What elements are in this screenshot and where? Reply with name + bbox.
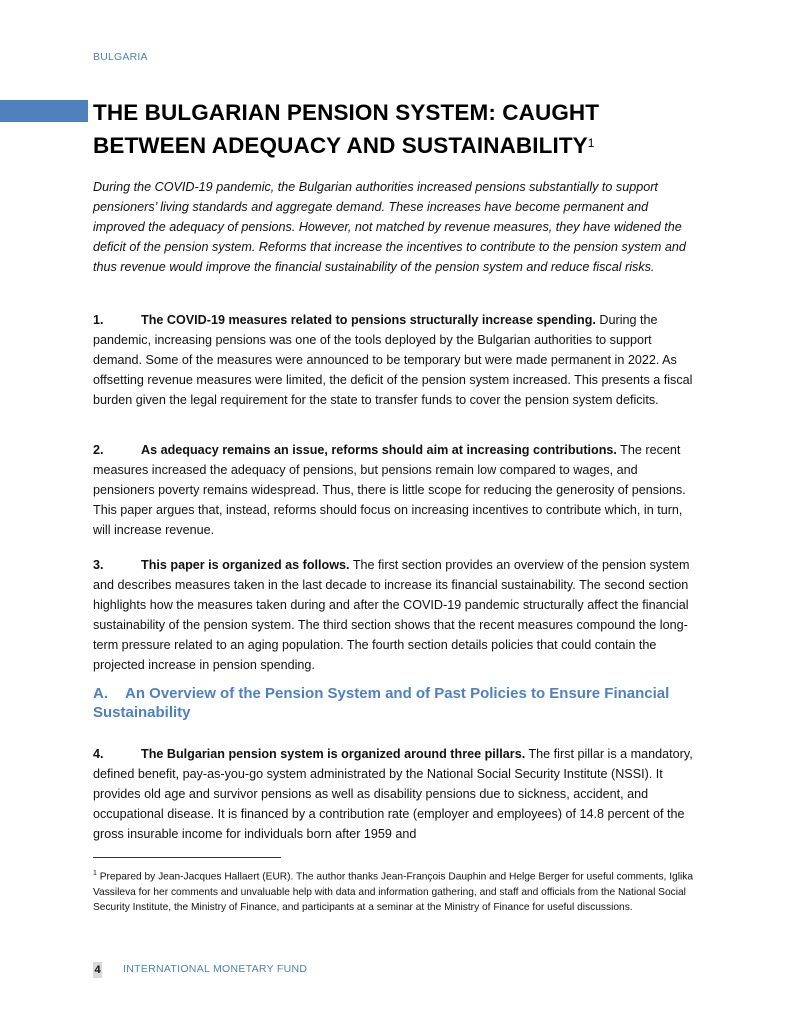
paragraph-body: During the pandemic, increasing pensions was one of the tools deployed by the Bulgarian authorities to support demand. Some of the measures were announced to be temporary but were made permanent in 2022. As offsetting revenue measures were limited, the deficit of the pension system increased. This presents a fiscal burden given the legal requirement for the state to transfer funds to cover the pension system deficits. [93,313,693,407]
running-head: BULGARIA [93,51,148,63]
page-number: 4 [94,964,101,976]
section-title: An Overview of the Pension System and of Past Policies to Ensure Financial Sustainability [93,685,670,721]
title-line-1: THE BULGARIAN PENSION SYSTEM: CAUGHT [93,100,600,125]
footer-organization: INTERNATIONAL MONETARY FUND [123,963,308,975]
section-heading [93,684,698,722]
paragraph-body: The first section provides an overview of the pension system and describes measures taken in the last decade to increase its financial sustainability. The second section highlights how the measures taken during and after the COVID-19 pandemic structurally affect the financial sustainability of the pension system. The third section shows that the recent measures compound the long-term pressure related to an aging population. The fourth section details policies that could contain the projected increase in pension spending. [93,558,690,672]
paragraph-lead: The COVID-19 measures related to pensions structurally increase spending. [141,313,596,327]
title-accent-bar [0,100,88,122]
section-letter: A. [93,685,108,702]
paragraph-number: 1. [93,313,104,327]
paragraph-body: The first pillar is a mandatory, defined benefit, pay-as-you-go system administrated by the National Social Security Institute (NSSI). It provides old age and survivor pensions as well as disability pensions due to sickness, accident, and occupational disease. It is financed by a contribution rate (employer and employees) of 14.8 percent of the gross insurable income for individuals born after 1959 and [93,747,693,841]
paragraph-body: The recent measures increased the adequacy of pensions, but pensions remain low compared to wages, and pensioners poverty remains widespread. Thus, there is little scope for reducing the generosity of pensions. This paper argues that, instead, reforms should focus on increasing incentives to contribute which, in turn, will increase revenue. [93,443,686,537]
footnote-marker: 1 [93,870,97,877]
paragraph-number: 3. [93,558,104,572]
page-title [93,96,733,162]
footnote [93,866,703,916]
footnote-text: Prepared by Jean-Jacques Hallaert (EUR). The author thanks Jean-François Dauphin and Helge Berger for useful comments, Iglika Vassileva for her comments and unvaluable help with data and information gathering, and staff and officials from the National Social Security Institute, the Ministry of Finance, and participants at a seminar at the Ministry of Finance for useful discussions. [93,871,693,914]
title-footnote-ref[interactable]: 1 [587,136,595,150]
paragraph-4 [93,744,698,844]
paragraph-number: 4. [93,747,104,761]
paragraph-lead: As adequacy remains an issue, reforms should aim at increasing contributions. [141,443,617,457]
paragraph-2 [93,440,698,540]
title-line-2: BETWEEN ADEQUACY AND SUSTAINABILITY [93,133,588,158]
abstract: During the COVID-19 pandemic, the Bulgarian authorities increased pensions substantially to support pensioners’ living standards and aggregate demand. These increases have become permanent and improved the adequacy of pensions. However, not matched by revenue measures, they have widened the deficit of the pension system. Reforms that increase the incentives to contribute to the pension system and thus revenue would improve the financial sustainability of the pension system and reduce fiscal risks. [93,180,686,274]
paragraph-number: 2. [93,443,104,457]
paragraph-lead: The Bulgarian pension system is organized around three pillars. [141,747,526,761]
paragraph-1 [93,310,698,410]
paragraph-3 [93,555,698,675]
footnote-divider [93,857,281,858]
paragraph-lead: This paper is organized as follows. [141,558,350,572]
